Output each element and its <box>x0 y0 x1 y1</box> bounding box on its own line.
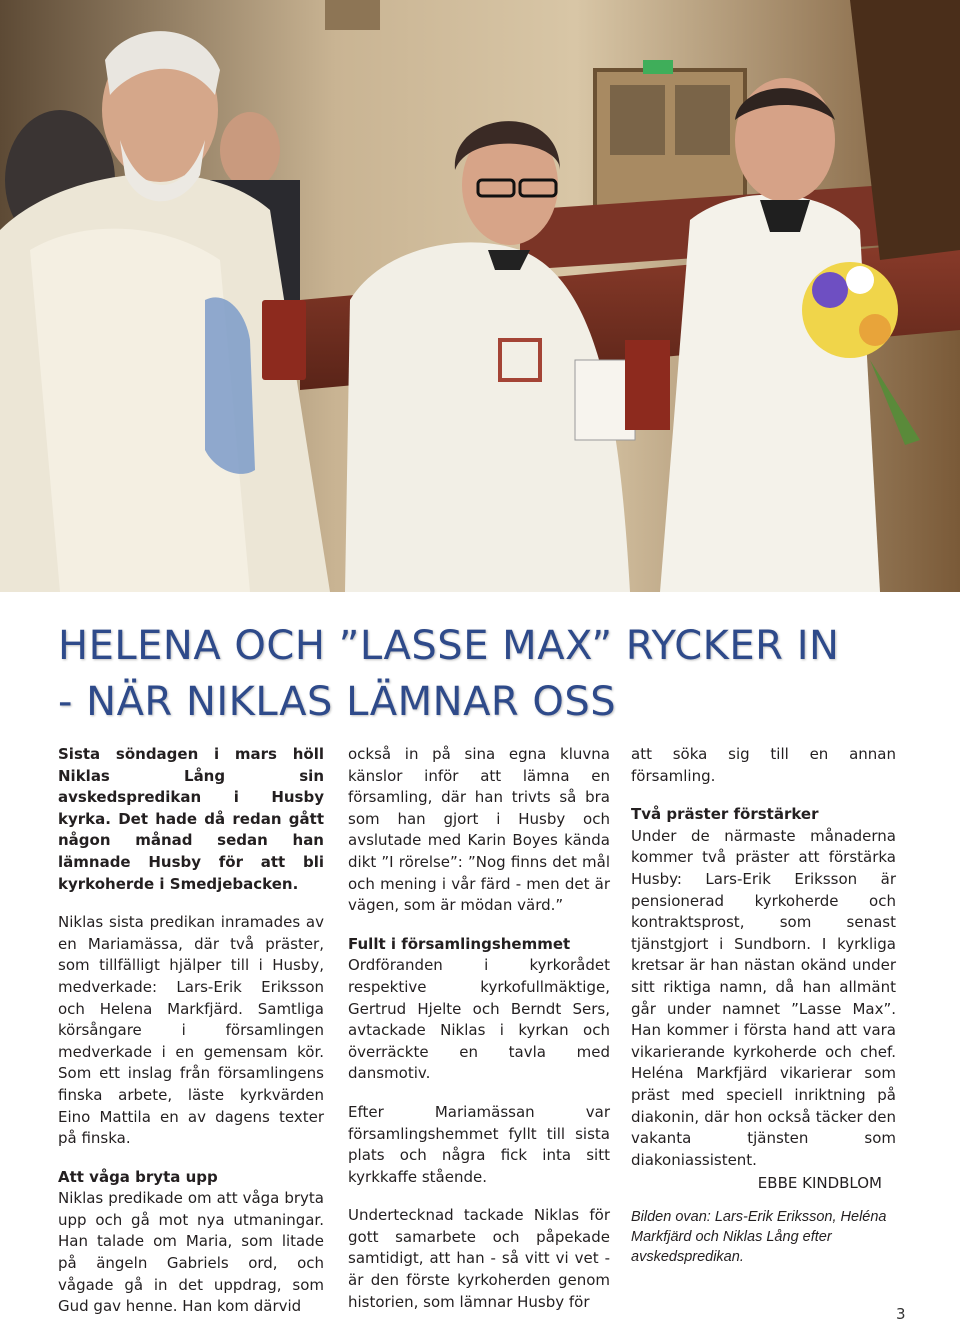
article-headline <box>58 618 938 730</box>
header-photo <box>0 0 960 592</box>
column-2 <box>348 744 610 1313</box>
headline-line-2: - NÄR NIKLAS LÄMNAR OSS <box>58 679 617 725</box>
body-paragraph: att söka sig till en annan församling. <box>631 745 896 785</box>
body-paragraph: Under de närmaste månaderna kommer två präster att förstärka Husby: Lars-Erik Eriksson är pensionerad kyrkoherde och kontraktsprost, som senast tjänstgjort i Sundborn. I kyrkliga kretsar är han nästan okänd under sitt riktiga namn, då han allmänt går under namnet ”Lasse Max”. Han kommer i första hand att vara vikarierande kyrkoherde och chef. Heléna Markfjärd vikarierar som präst med speciell inriktning på diakonin, där hon också täcker den vakanta tjänsten som diakoniassistent. <box>631 826 896 1169</box>
body-paragraph: Niklas predikade om att våga bryta upp och gå mot nya utmaningar. Han talade om Maria, som litade på ängeln Gabriels ord, och vågade gå in det uppdrag, som Gud gav henne. Han kom därvid <box>58 1189 324 1316</box>
subheading: Två präster förstärker <box>631 805 819 824</box>
body-paragraph: Ordföranden i kyrkorådet respektive kyrkofullmäktige, Gertrud Hjelte och Berndt Sers, avtackade Niklas i kyrkan och överräckte en tavla med dansmotiv. <box>348 956 610 1083</box>
photo-caption: Bilden ovan: Lars-Erik Eriksson, Heléna Markfjärd och Niklas Lång efter avskedspredikan. <box>631 1208 887 1265</box>
body-paragraph: Undertecknad tackade Niklas för gott samarbete och påpekade samtidigt, att han - så vitt vi vet - är den förste kyrkoherden genom historien, som lämnar Husby för <box>348 1206 610 1311</box>
lead-paragraph: Sista söndagen i mars höll Niklas Lång sin avskedspredikan i Husby kyrka. Det hade då redan gått någon månad sedan han lämnade Husby för att bli kyrkoherde i Smedjebacken. <box>58 745 324 893</box>
column-3 <box>631 744 896 1267</box>
body-paragraph: Niklas sista predikan inramades av en Mariamässa, där två präster, som tillfälligt hjälper till i Husby, medverkade: Lars-Erik Eriksson och Helena Markfjärd. Samtliga körsångare i församlingen medverkade i en gemensam kör. Som ett inslag från församlingens finska arbete, läste kyrkvärden Eino Mattila en av dagens texter på finska. <box>58 913 324 1148</box>
exit-sign <box>643 60 673 74</box>
column-1 <box>58 744 324 1318</box>
body-paragraph: också in på sina egna kluvna känslor inför att lämna en församling, där han trivts så bra som han gjort i Husby och avslutade med Karin Boyes kända dikt ”I rörelse”: ”Nog finns det mål och mening i vår färd - men det är vägen, som är mödan värd.” <box>348 745 610 915</box>
body-paragraph: Efter Mariamässan var församlingshemmet fyllt till sista plats och några fick inta sitt kyrkkaffe stående. <box>348 1102 610 1186</box>
page-number: 3 <box>896 1305 906 1323</box>
author-byline: EBBE KINDBLOM <box>757 1174 882 1193</box>
subheading: Att våga bryta upp <box>58 1167 218 1186</box>
subheading: Fullt i församlingshemmet <box>348 934 571 953</box>
headline-line-1: HELENA OCH ”LASSE MAX” RYCKER IN <box>58 623 840 669</box>
